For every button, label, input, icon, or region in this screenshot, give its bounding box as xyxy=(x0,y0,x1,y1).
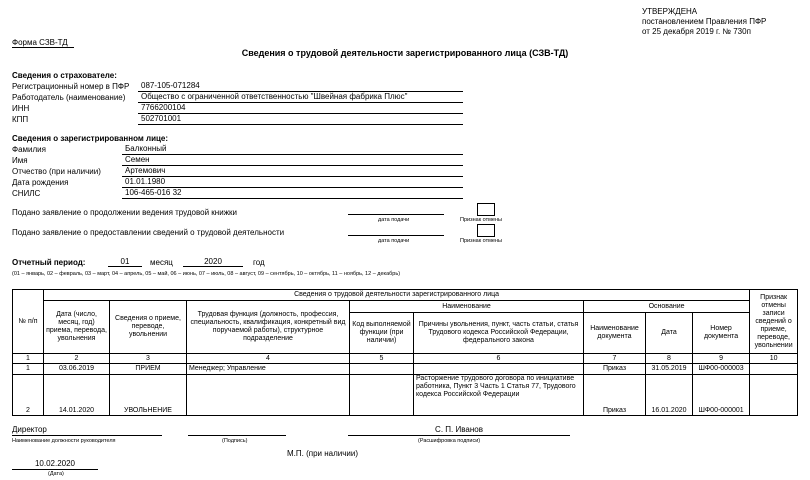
person-surname-label: Фамилия xyxy=(12,145,46,154)
column-number: 7 xyxy=(584,354,646,364)
col-reason-header: Причины увольнения, пункт, часть статьи, статья Трудового кодекса Российской Федерации, федерального закона xyxy=(414,313,584,354)
approval-title: УТВЕРЖДЕНА xyxy=(642,7,698,16)
form-name: Форма СЗВ-ТД xyxy=(12,38,74,48)
signature-line xyxy=(188,435,286,436)
column-number: 5 xyxy=(350,354,414,364)
row-reason xyxy=(414,364,584,375)
insurer-reg-label: Регистрационный номер в ПФР xyxy=(12,82,130,91)
table-row xyxy=(13,375,798,416)
row-doc-date: 31.05.2019 xyxy=(646,364,693,375)
col-date-header: Дата (число, месяц, год) приема, перевода, увольнения xyxy=(44,301,110,354)
person-surname-value: Балконный xyxy=(122,144,463,155)
column-number: 8 xyxy=(646,354,693,364)
insurer-reg-value: 087-105-071284 xyxy=(138,81,463,92)
column-number: 9 xyxy=(693,354,750,364)
group-header: Сведения о трудовой деятельности зарегистрированного лица xyxy=(44,290,750,301)
approval-line-3: от 25 декабря 2019 г. № 730п xyxy=(642,27,751,36)
person-birthdate-label: Дата рождения xyxy=(12,178,69,187)
statement-1-date-caption: дата подачи xyxy=(378,217,410,223)
insurer-kpp-value: 502701001 xyxy=(138,114,463,125)
insurer-inn-label: ИНН xyxy=(12,104,30,113)
name-header: Наименование xyxy=(350,301,584,313)
row-doc-name: Приказ xyxy=(584,364,646,375)
basis-header: Основание xyxy=(584,301,750,313)
insurer-kpp-label: КПП xyxy=(12,115,29,124)
statement-1-cancel-caption: Признак отмены xyxy=(460,217,502,223)
insurer-employer-value: Общество с ограниченной ответственностью "Швейная фабрика Плюс" xyxy=(138,92,463,103)
name-caption: (Расшифровка подписи) xyxy=(418,438,481,444)
row-reason: Расторжение трудового договора по инициативе работника, Пункт 3 Часть 1 Статья 77, Трудового кодекса Российской Федерации xyxy=(414,375,584,416)
statement-2-date-caption: дата подачи xyxy=(378,238,410,244)
column-number: 4 xyxy=(187,354,350,364)
row-info: ПРИЕМ xyxy=(110,364,187,375)
statement-2-cancel-caption: Признак отмены xyxy=(460,238,502,244)
column-numbers-row xyxy=(13,354,798,364)
date-caption: (Дата) xyxy=(48,471,64,477)
col-info-header: Сведения о приеме, переводе, увольнении xyxy=(110,301,187,354)
col-cancel-header: Признак отмены записи сведений о приеме, переводе, увольнении xyxy=(750,290,798,354)
signature-caption: (Подпись) xyxy=(222,438,248,444)
person-name-value: Семен xyxy=(122,155,463,166)
name-field xyxy=(348,425,570,436)
column-number: 3 xyxy=(110,354,187,364)
insurer-inn-value: 7766200104 xyxy=(138,103,463,114)
statement-1-cancel-box[interactable] xyxy=(477,203,495,216)
period-legend: (01 – январь, 02 – февраль, 03 – март, 04 – апрель, 05 – май, 06 – июнь, 07 – июль, 08 – август, 09 – сентябрь, 10 – октябрь, 11 – ноябрь, 12 – декабрь) xyxy=(12,271,401,277)
table-row xyxy=(13,364,798,375)
period-month-value: 01 xyxy=(108,257,142,267)
person-name-label: Имя xyxy=(12,156,28,165)
statement-2-cancel-box[interactable] xyxy=(477,224,495,237)
col-doc-num-header: Номер документа xyxy=(693,313,750,354)
period-label: Отчетный период: xyxy=(12,258,86,267)
row-function: Менеджер; Управление xyxy=(187,364,350,375)
position-value: Директор xyxy=(12,425,47,434)
column-number: 2 xyxy=(44,354,110,364)
statement-2-date-line xyxy=(348,235,444,236)
column-number: 1 xyxy=(13,354,44,364)
signer-name: С. П. Иванов xyxy=(435,425,483,434)
statement-1-date-line xyxy=(348,214,444,215)
period-year-value: 2020 xyxy=(183,257,243,267)
employment-table xyxy=(12,289,798,416)
document-title: Сведения о трудовой деятельности зарегистрированного лица (СЗВ-ТД) xyxy=(241,48,569,58)
period-month-label: месяц xyxy=(150,258,173,267)
row-doc-name: Приказ xyxy=(584,375,646,416)
position-caption: Наименование должности руководителя xyxy=(12,438,116,444)
row-num: 1 xyxy=(13,364,44,375)
col-doc-date-header: Дата xyxy=(646,313,693,354)
col-function-header: Трудовая функция (должность, профессия, специальность, квалификация, конкретный вид поручаемой работы), структурное подразделение xyxy=(187,301,350,354)
row-doc-date: 16.01.2020 xyxy=(646,375,693,416)
person-snils-value: 106-465-016 32 xyxy=(122,188,463,199)
row-info: УВОЛЬНЕНИЕ xyxy=(110,375,187,416)
statement-provide-info: Подано заявление о предоставлении сведений о трудовой деятельности xyxy=(12,228,285,237)
row-date: 14.01.2020 xyxy=(44,375,110,416)
row-cancel xyxy=(750,364,798,375)
person-header: Сведения о зарегистрированном лице: xyxy=(12,134,169,143)
column-number: 6 xyxy=(414,354,584,364)
row-num: 2 xyxy=(13,375,44,416)
person-patronymic-label: Отчество (при наличии) xyxy=(12,167,101,176)
col-doc-name-header: Наименование документа xyxy=(584,313,646,354)
insurer-employer-label: Работодатель (наименование) xyxy=(12,93,126,102)
person-birthdate-value: 01.01.1980 xyxy=(122,177,463,188)
insurer-header: Сведения о страхователе: xyxy=(12,71,117,80)
stamp-label: М.П. (при наличии) xyxy=(287,449,358,458)
approval-line-2: постановлением Правления ПФР xyxy=(642,17,767,26)
col-num-header: № п/п xyxy=(13,290,44,354)
row-cancel xyxy=(750,375,798,416)
col-code-header: Код выполняемой функции (при наличии) xyxy=(350,313,414,354)
row-code xyxy=(350,364,414,375)
signature-date: 10.02.2020 xyxy=(34,459,76,468)
column-number: 10 xyxy=(750,354,798,364)
row-doc-num: ШФ00-000001 xyxy=(693,375,750,416)
statement-continue-book: Подано заявление о продолжении ведения трудовой книжки xyxy=(12,208,238,217)
row-date: 03.06.2019 xyxy=(44,364,110,375)
period-year-label: год xyxy=(253,258,265,267)
position-field xyxy=(12,425,162,436)
row-doc-num: ШФ00-000003 xyxy=(693,364,750,375)
row-code xyxy=(350,375,414,416)
date-field xyxy=(12,459,98,470)
person-snils-label: СНИЛС xyxy=(12,189,41,198)
person-patronymic-value: Артемович xyxy=(122,166,463,177)
row-function xyxy=(187,375,350,416)
